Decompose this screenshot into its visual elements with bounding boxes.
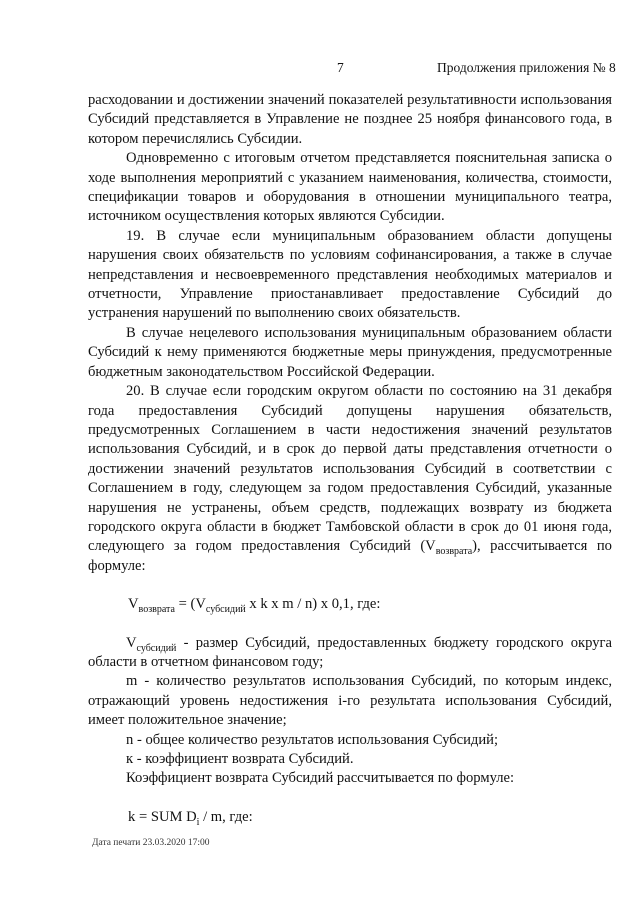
paragraph-1: расходовании и достижении значений показателей результативности использования Субсидий представляется в Управление не позднее 25 ноября финансового года, в котором перечислялись Субсидии. [88,92,612,147]
definition-v-subsidiy: $V_{субсидий}$ - размер Субсидий, предоставленных бюджету городского округа области в отчетном финансовом году; [88,634,612,670]
definition-m: m - количество результатов использования Субсидий, по которым индекс, отражающий уровень недостижения i-го результата использования Субсидий, имеет положительное значение; [88,673,612,729]
k-formula-intro: Коэффициент возврата Субсидий рассчитывается по формуле: [126,770,515,787]
definition-k: к - коэффициент возврата Субсидий. [126,751,354,767]
paragraph-2: Одновременно с итоговым отчетом представляется пояснительная записка о ходе выполнения мероприятий с указанием наименования, количества, стоимости, спецификации товаров и оборудования в отношении муниципального театра, источником осуществления которых являются Субсидии. [88,150,612,225]
print-date: Дата печати 23.03.2020 17:00 [92,838,210,848]
formula-k: k = SUM $D_i$ / m, где: [128,808,253,828]
paragraph-5 [88,382,612,576]
paragraph-5-text: 20. В случае если городским округом области по состоянию на 31 декабря года предоставления Субсидий допущены нарушения обязательств, предусмотренных Соглашением в части недостижения значений результатов использования Субсидий, и в срок до первой даты представления отчетности о достижении значений результатов использования Субсидий в соответствии с Соглашением в году, следующем за годом предоставления Субсидий, указанные нарушения не устранены, объем средств, подлежащих возврату из бюджета городского округа области в бюджет Тамбовской области в срок до 01 июня года, следующего за годом предоставления Субсидий (V [88,383,612,555]
paragraph-5-tail: ), рассчитывается по формуле: [88,538,612,574]
subscript-vozvrata: возврата [435,546,473,558]
appendix-caption: Продолжения приложения № 8 [437,60,616,75]
paragraph-4: В случае нецелевого использования муниципальным образованием области Субсидий к нему применяются бюджетные меры принуждения, предусмотренные бюджетным законодательством Российской Федерации. [88,324,612,380]
definition-n: n - общее количество результатов использования Субсидий; [126,731,499,748]
formula-v-vozvrata: $V_{возврата} = (V_{субсидий}$ x k x m / n) x 0,1, где: [128,596,381,616]
page-number: 7 [337,60,344,75]
paragraph-3: 19. В случае если муниципальным образованием области допущены нарушения своих обязательств по условиям софинансирования, а также в случае непредставления и несвоевременного представления необходимых материалов и отчетности, Управление приостанавливает предоставление Субсидий до устранения нарушений по выполнению своих обязательств. [88,227,612,322]
document-body [88,91,612,827]
